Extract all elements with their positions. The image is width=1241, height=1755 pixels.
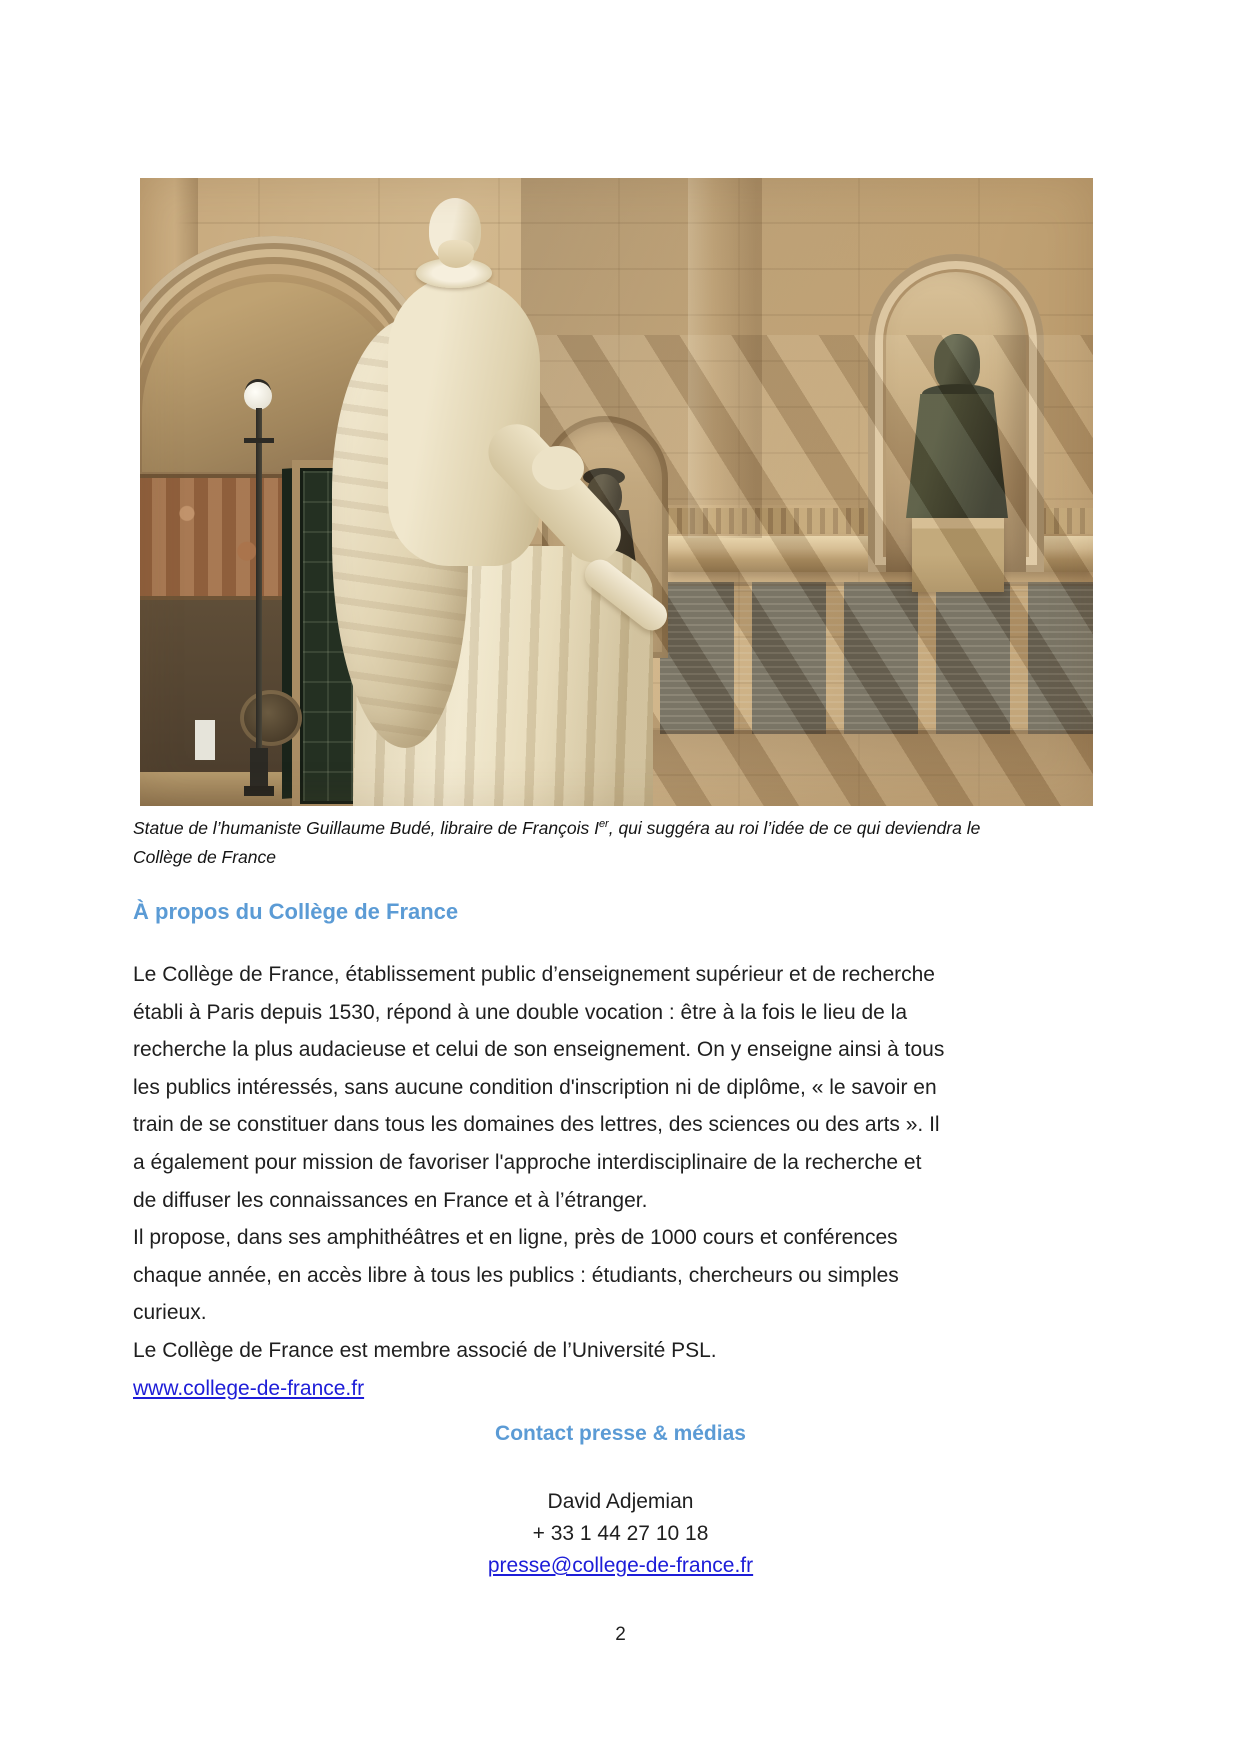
superscript-er: er	[598, 818, 609, 831]
contact-name: David Adjemian	[547, 1490, 694, 1513]
body-line: Il propose, dans ses amphithéâtres et en ligne, près de 1000 cours et conférences	[133, 1226, 898, 1250]
body-line: train de se constituer dans tous les domaines des lettres, des sciences ou des arts ». Il	[133, 1113, 940, 1137]
caption-line-2: Collège de France	[133, 847, 276, 867]
contact-block	[133, 1486, 1108, 1582]
body-line: recherche la plus audacieuse et celui de son enseignement. On y enseigne ainsi à tous	[133, 1038, 945, 1062]
body-line: Le Collège de France, établissement public d’enseignement supérieur et de recherche	[133, 963, 935, 986]
about-paragraph	[133, 956, 944, 1407]
contact-email-link[interactable]: presse@college-de-france.fr	[487, 1554, 754, 1577]
body-line: Le Collège de France est membre associé de l’Université PSL.	[133, 1338, 717, 1362]
body-line: établi à Paris depuis 1530, répond à une double vocation : être à la fois le lieu de la	[133, 1000, 908, 1024]
contact-phone: + 33 1 44 27 10 18	[532, 1522, 709, 1545]
body-line: chaque année, en accès libre à tous les publics : étudiants, chercheurs ou simples	[133, 1263, 899, 1287]
statue-courtyard-photo	[140, 178, 1093, 806]
body-line: les publics intéressés, sans aucune condition d'inscription ni de diplôme, « le savoir en	[133, 1075, 937, 1099]
photo-vignette	[140, 178, 1093, 806]
body-line: a également pour mission de favoriser l'approche interdisciplinaire de la recherche et	[133, 1150, 922, 1174]
body-line: curieux.	[133, 1301, 207, 1325]
section-heading-contact: Contact presse & médias	[495, 1422, 746, 1445]
website-link[interactable]: www.college-de-france.fr	[133, 1376, 365, 1400]
photo-caption	[133, 814, 1093, 872]
body-line: de diffuser les connaissances en France et à l’étranger.	[133, 1188, 648, 1212]
caption-line-1: Statue de l’humaniste Guillaume Budé, libraire de François Ier, qui suggéra au roi l’idée de ce qui deviendra le	[133, 818, 981, 838]
section-heading-about: À propos du Collège de France	[133, 899, 459, 924]
page-number: 2	[615, 1624, 626, 1645]
